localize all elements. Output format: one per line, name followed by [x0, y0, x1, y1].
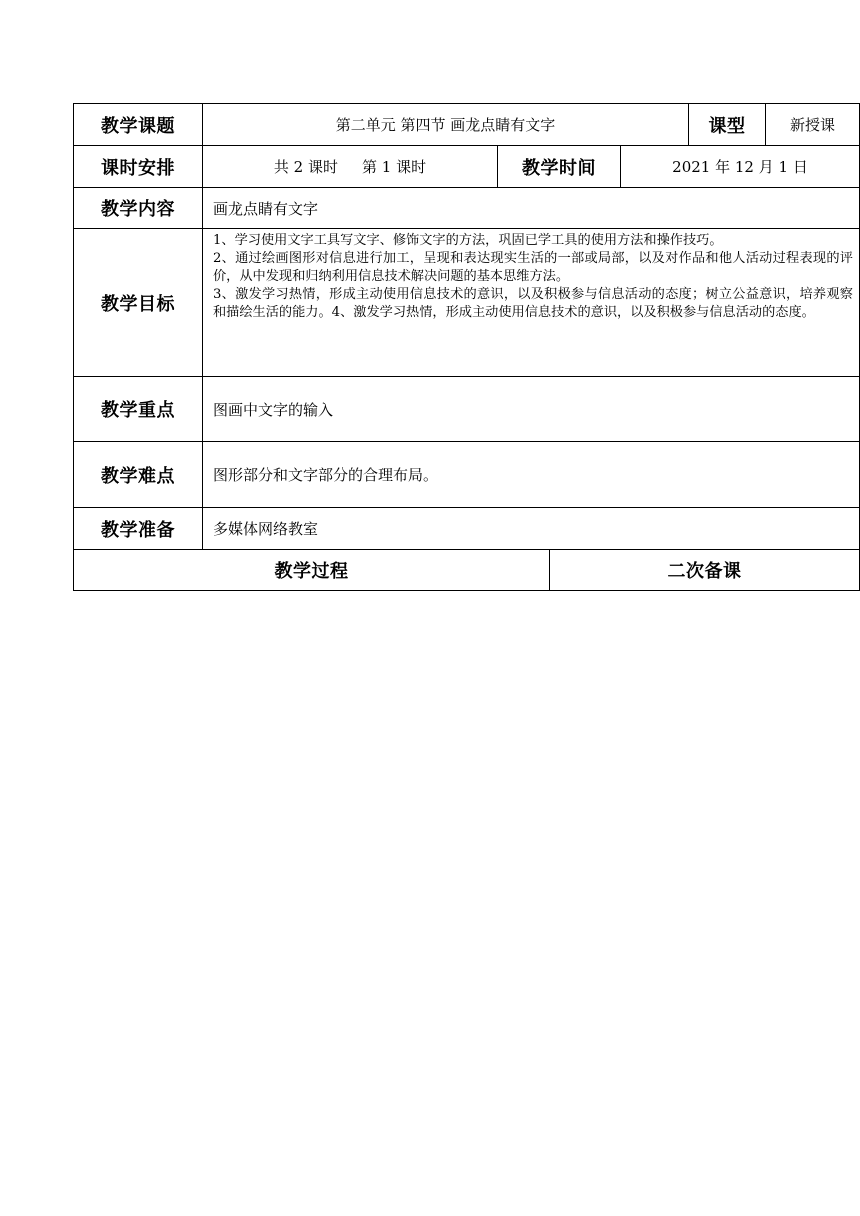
difficulties-value: 图形部分和文字部分的合理布局。 — [202, 441, 860, 508]
second-prep-header: 二次备课 — [549, 549, 860, 591]
key-points-value: 图画中文字的输入 — [202, 376, 860, 442]
objectives-text — [202, 228, 860, 377]
objective-item: 1、学习使用文字工具写文字、修饰文字的方法，巩固已学工具的使用方法和操作技巧。 — [213, 233, 723, 248]
content-value: 画龙点睛有文字 — [202, 187, 860, 229]
process-header: 教学过程 — [73, 549, 550, 591]
type-value: 新授课 — [765, 103, 860, 146]
type-label: 课型 — [688, 103, 766, 146]
topic-label: 教学课题 — [73, 103, 203, 146]
schedule-total: 共 2 课时 — [273, 158, 338, 176]
objective-item: 2、通过绘画图形对信息进行加工，呈现和表达现实生活的一部或局部，以及对作品和他人活动过程表现的评价，从中发现和归纳利用信息技术解决问题的基本思维方法。 — [213, 251, 853, 284]
key-points-label: 教学重点 — [73, 376, 203, 442]
time-value: 2021 年 12 月 1 日 — [620, 145, 860, 188]
objective-item: 3、激发学习热情，形成主动使用信息技术的意识，以及积极参与信息活动的态度；树立公益意识，培养观察和描绘生活的能力。4、激发学习热情，形成主动使用信息技术的意识，以及积极参与信息活动的态度。 — [213, 287, 853, 320]
schedule-current: 第 1 课时 — [362, 158, 427, 176]
preparation-value: 多媒体网络教室 — [202, 507, 860, 550]
preparation-label: 教学准备 — [73, 507, 203, 550]
objectives-label: 教学目标 — [73, 228, 203, 377]
lesson-plan-table — [74, 104, 853, 592]
difficulties-label: 教学难点 — [73, 441, 203, 508]
content-label: 教学内容 — [73, 187, 203, 229]
schedule-label: 课时安排 — [73, 145, 203, 188]
time-label: 教学时间 — [497, 145, 621, 188]
schedule-value — [202, 145, 498, 188]
topic-value: 第二单元 第四节 画龙点睛有文字 — [202, 103, 689, 146]
